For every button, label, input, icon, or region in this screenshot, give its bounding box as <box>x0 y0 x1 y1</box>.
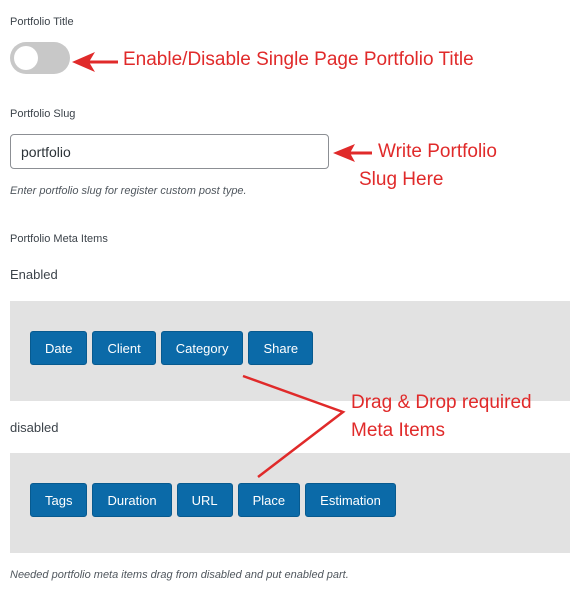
disabled-chip-estimation[interactable]: Estimation <box>305 483 396 517</box>
enabled-label: Enabled <box>10 267 58 282</box>
meta-items-help: Needed portfolio meta items drag from disabled and put enabled part. <box>10 569 349 581</box>
disabled-dropzone[interactable] <box>10 453 570 553</box>
toggle-annotation: Enable/Disable Single Page Portfolio Title <box>123 49 474 70</box>
portfolio-slug-input[interactable] <box>10 134 329 169</box>
meta-items-label: Portfolio Meta Items <box>10 233 108 245</box>
enabled-chip-share[interactable]: Share <box>248 331 313 365</box>
drag-annotation-line1: Drag & Drop required <box>351 392 532 413</box>
enabled-chip-category[interactable]: Category <box>161 331 244 365</box>
enabled-chip-list <box>30 331 313 365</box>
disabled-chip-duration[interactable]: Duration <box>92 483 171 517</box>
portfolio-slug-help: Enter portfolio slug for register custom post type. <box>10 185 247 197</box>
portfolio-title-label: Portfolio Title <box>10 16 74 28</box>
enabled-dropzone[interactable] <box>10 301 570 401</box>
drag-annotation-line2: Meta Items <box>351 420 445 441</box>
slug-annotation-line1: Write Portfolio <box>378 141 497 162</box>
enabled-chip-client[interactable]: Client <box>92 331 155 365</box>
slug-annotation-line2: Slug Here <box>359 169 444 190</box>
disabled-chip-list <box>30 483 396 517</box>
disabled-chip-tags[interactable]: Tags <box>30 483 87 517</box>
enabled-chip-date[interactable]: Date <box>30 331 87 365</box>
disabled-chip-place[interactable]: Place <box>238 483 301 517</box>
toggle-knob <box>14 46 38 70</box>
toggle-arrow-icon <box>72 52 118 72</box>
portfolio-title-toggle[interactable] <box>10 42 70 74</box>
disabled-chip-url[interactable]: URL <box>177 483 233 517</box>
disabled-label: disabled <box>10 420 59 435</box>
slug-arrow-icon <box>333 144 372 162</box>
portfolio-slug-label: Portfolio Slug <box>10 108 76 120</box>
